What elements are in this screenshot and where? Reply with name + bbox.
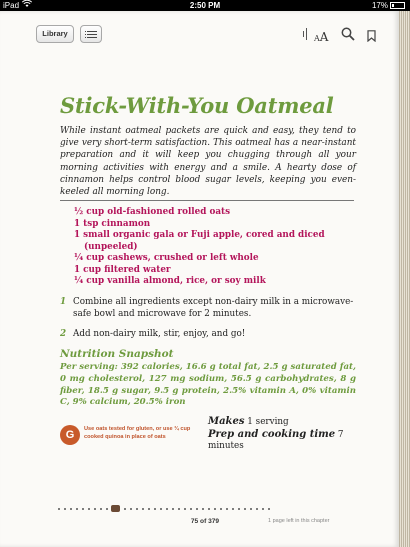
- page-edges: [398, 11, 410, 547]
- bookmark-icon[interactable]: [367, 27, 376, 39]
- scrubber-dot: [142, 508, 144, 510]
- scrubber-dot: [226, 508, 228, 510]
- nutrition-heading: Nutrition Snapshot: [60, 348, 174, 360]
- scrubber-dot: [172, 508, 174, 510]
- step-text: Add non-dairy milk, stir, enjoy, and go!: [73, 329, 246, 340]
- scrubber-dot: [190, 508, 192, 510]
- page-scrubber[interactable]: [58, 508, 278, 512]
- step-item: [60, 297, 358, 320]
- battery-percent: 17%: [371, 1, 388, 10]
- scrubber-dot: [178, 508, 180, 510]
- scrubber-dot: [154, 508, 156, 510]
- prep-label: Prep and cooking time: [208, 428, 336, 440]
- scrubber-dot: [148, 508, 150, 510]
- brightness-icon[interactable]: [302, 28, 310, 40]
- makes-value: 1 serving: [247, 417, 289, 427]
- scrubber-dot: [124, 508, 126, 510]
- page-number: 75 of 379: [190, 518, 220, 525]
- scrubber-dot: [184, 508, 186, 510]
- battery-icon: [390, 2, 405, 9]
- scrubber-dot: [166, 508, 168, 510]
- scrubber-dot: [214, 508, 216, 510]
- status-bar: [0, 0, 410, 11]
- scrubber-dot: [262, 508, 264, 510]
- scrubber-dot: [136, 508, 138, 510]
- recipe-title: Stick-With-You Oatmeal: [60, 93, 334, 118]
- font-size-icon[interactable]: AA: [314, 30, 329, 44]
- makes-label: Makes: [208, 416, 245, 427]
- ingredient-item: ¼ cup cashews, crushed or left whole: [74, 253, 259, 263]
- scrubber-dot: [238, 508, 240, 510]
- scrubber-dot: [232, 508, 234, 510]
- scrubber-thumb[interactable]: [111, 505, 120, 512]
- step-list: [60, 297, 358, 350]
- scrubber-dot: [268, 508, 270, 510]
- scrubber-dot: [64, 508, 66, 510]
- step-number: 2: [60, 329, 67, 340]
- scrubber-dot: [220, 508, 222, 510]
- scrubber-dot: [88, 508, 90, 510]
- ingredient-item: 1 cup filtered water: [74, 264, 171, 275]
- recipe-meta: [208, 416, 358, 453]
- prep-value: 7 minutes: [208, 429, 344, 451]
- table-of-contents-button[interactable]: [80, 25, 102, 43]
- nutrition-text: Per serving: 392 calories, 16.6 g total fat, 2.5 g saturated fat, 0 mg cholesterol, 127 mg sodium, 56.5 g carbohydrates, 8 g fiber, 18.5 g sugar, 9.5 g protein, 2.5% vitamin A, 0% vitamin C, 9% calcium, 20.5% iron: [60, 362, 356, 408]
- scrubber-dot: [58, 508, 60, 510]
- step-number: 1: [60, 297, 67, 307]
- ingredient-list: [76, 207, 356, 288]
- step-text: Combine all ingredients except non-dairy milk in a microwave-safe bowl and microwave for 2 minutes.: [73, 297, 354, 319]
- divider: [60, 200, 354, 201]
- scrubber-dot: [208, 508, 210, 510]
- ingredient-item: ¼ cup vanilla almond, rice, or soy milk: [74, 276, 266, 286]
- step-item: [60, 329, 358, 341]
- scrubber-dot: [244, 508, 246, 510]
- scrubber-dot: [250, 508, 252, 510]
- ingredient-item: 1 tsp cinnamon: [74, 218, 151, 229]
- scrubber-dot: [70, 508, 72, 510]
- scrubber-dot: [76, 508, 78, 510]
- carrier-label: iPad: [3, 1, 20, 10]
- ingredient-item: ½ cup old-fashioned rolled oats: [74, 207, 231, 217]
- scrubber-dot: [256, 508, 258, 510]
- scrubber-dot: [160, 508, 162, 510]
- scrubber-dot: [82, 508, 84, 510]
- recipe-intro: While instant oatmeal packets are quick and easy, they tend to give very short-term satisfaction. This oatmeal has a near-instant preparation and it will keep you chugging through all your morning activities with energy and a smile. A hearty dose of cinnamon helps control blood sugar levels, keeping you even-keeled all morning long.: [60, 126, 356, 198]
- scrubber-dot: [202, 508, 204, 510]
- scrubber-dot: [94, 508, 96, 510]
- scrubber-dot: [100, 508, 102, 510]
- pages-left-in-chapter: 1 page left in this chapter: [268, 518, 330, 524]
- scrubber-dot: [130, 508, 132, 510]
- clock: 2:50 PM: [189, 1, 221, 10]
- search-icon[interactable]: [341, 26, 355, 40]
- scrubber-dot: [106, 508, 108, 510]
- list-icon: [87, 31, 97, 32]
- scrubber-dot: [196, 508, 198, 510]
- library-button[interactable]: Library: [36, 25, 74, 43]
- ingredient-item: 1 small organic gala or Fuji apple, cored and diced (unpeeled): [74, 230, 325, 252]
- gluten-free-badge: G: [60, 425, 80, 445]
- gluten-free-tip: Use oats tested for gluten, or use ¾ cup cooked quinoa in place of oats: [84, 426, 191, 440]
